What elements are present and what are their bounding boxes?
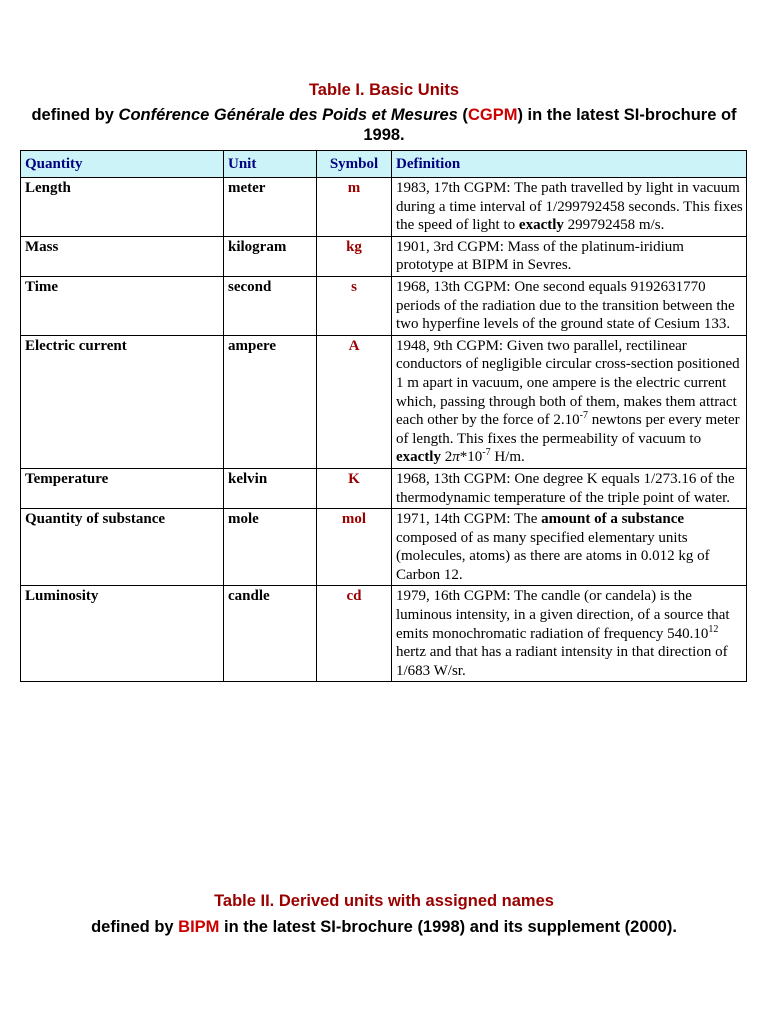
symbol-cell: s <box>317 276 392 335</box>
definition-emphasis: amount of a substance <box>541 511 685 528</box>
symbol-cell: cd <box>317 586 392 682</box>
definition-text: π <box>452 449 460 466</box>
definition-text: 1968, 13th CGPM: One degree K equals 1/273.16 of the thermodynamic temperature of the triple point of water. <box>396 470 735 506</box>
definition-text: composed of as many specified elementary units (molecules, atoms) as there are atoms in 0.012 kg of Carbon 12. <box>396 529 710 583</box>
definition-text: 299792458 m/s. <box>563 217 665 234</box>
basic-units-table <box>20 150 747 682</box>
definition-text: 1971, 14th CGPM: The <box>396 511 542 528</box>
definition-cell <box>392 276 747 335</box>
table2-title: Table II. Derived units with assigned names <box>214 892 554 910</box>
definition-cell <box>392 236 747 276</box>
unit-cell: candle <box>224 586 317 682</box>
symbol-cell: kg <box>317 236 392 276</box>
table2-subtitle <box>14 917 754 937</box>
table1-subtitle-open: ( <box>457 106 468 124</box>
unit-cell: second <box>224 276 317 335</box>
definition-text: 1983, 17th CGPM: The path travelled by light in vacuum during a time interval of 1/299792458 seconds. This fixes the speed of light to <box>396 180 743 234</box>
table1-title: Table I. Basic Units <box>308 81 460 99</box>
table1-subtitle-abbr: CGPM <box>467 106 518 124</box>
quantity-cell: Quantity of substance <box>21 509 224 586</box>
quantity-cell: Mass <box>21 236 224 276</box>
definition-cell <box>392 178 747 237</box>
quantity-cell: Length <box>21 178 224 237</box>
definition-exponent: -7 <box>579 410 589 422</box>
table1-subtitle-suffix: ) in the latest SI-brochure of 1998. <box>363 106 737 144</box>
table-body <box>21 178 747 682</box>
unit-cell: kilogram <box>224 236 317 276</box>
table1-subtitle-org: Conférence Générale des Poids et Mesures <box>118 106 458 124</box>
definition-emphasis: exactly <box>518 217 564 234</box>
definition-text: *10 <box>459 449 483 466</box>
table1-subtitle <box>20 105 748 145</box>
header-unit: Unit <box>224 151 317 178</box>
table-row <box>21 178 747 237</box>
table-row <box>21 586 747 682</box>
symbol-cell: A <box>317 335 392 468</box>
definition-text: newtons per every meter of length. This fixes the permeability of vacuum to <box>396 412 740 447</box>
symbol-cell: mol <box>317 509 392 586</box>
quantity-cell: Temperature <box>21 468 224 508</box>
definition-text: 1948, 9th CGPM: Given two parallel, rectilinear conductors of negligible circular cross-section positioned 1 m apart in vacuum, one ampere is the electric current which, passing through both of them, makes them attract each other by the force of 2.10 <box>396 337 740 429</box>
quantity-cell: Electric current <box>21 335 224 468</box>
quantity-cell: Luminosity <box>21 586 224 682</box>
definition-emphasis: exactly <box>396 449 441 466</box>
unit-cell: ampere <box>224 335 317 468</box>
definition-text: 2 <box>440 449 453 466</box>
definition-text: 1979, 16th CGPM: The candle (or candela) is the luminous intensity, in a given direction, of a source that emits monochromatic radiation of frequency 540.10 <box>396 588 730 642</box>
table-row <box>21 276 747 335</box>
definition-text: 1968, 13th CGPM: One second equals 9192631770 periods of the radiation due to the transition between the two hyperfine levels of the ground state of Cesium 133. <box>396 278 735 333</box>
table-row <box>21 468 747 508</box>
definition-text: 1901, 3rd CGPM: Mass of the platinum-iridium prototype at BIPM in Sevres. <box>396 238 684 274</box>
definition-cell <box>392 468 747 508</box>
table2-subtitle-abbr: BIPM <box>178 918 220 936</box>
table2-subtitle-prefix: defined by <box>91 918 179 936</box>
table2-subtitle-suffix: in the latest SI-brochure (1998) and its supplement (2000). <box>219 918 677 936</box>
quantity-cell: Time <box>21 276 224 335</box>
unit-cell: kelvin <box>224 468 317 508</box>
table1-subtitle-prefix: defined by <box>31 106 119 124</box>
table-row <box>21 335 747 468</box>
table-header-row <box>21 151 747 178</box>
table-row <box>21 509 747 586</box>
definition-text: H/m. <box>490 449 525 466</box>
symbol-cell: K <box>317 468 392 508</box>
symbol-cell: m <box>317 178 392 237</box>
header-symbol: Symbol <box>317 151 392 178</box>
header-definition: Definition <box>392 151 747 178</box>
definition-exponent: 12 <box>708 623 719 635</box>
table-row <box>21 236 747 276</box>
definition-cell <box>392 335 747 468</box>
header-quantity: Quantity <box>21 151 224 178</box>
unit-cell: meter <box>224 178 317 237</box>
definition-cell <box>392 509 747 586</box>
definition-cell <box>392 586 747 682</box>
definition-exponent: -7 <box>482 447 491 459</box>
unit-cell: mole <box>224 509 317 586</box>
definition-text: hertz and that has a radiant intensity in that direction of 1/683 W/sr. <box>396 644 728 679</box>
